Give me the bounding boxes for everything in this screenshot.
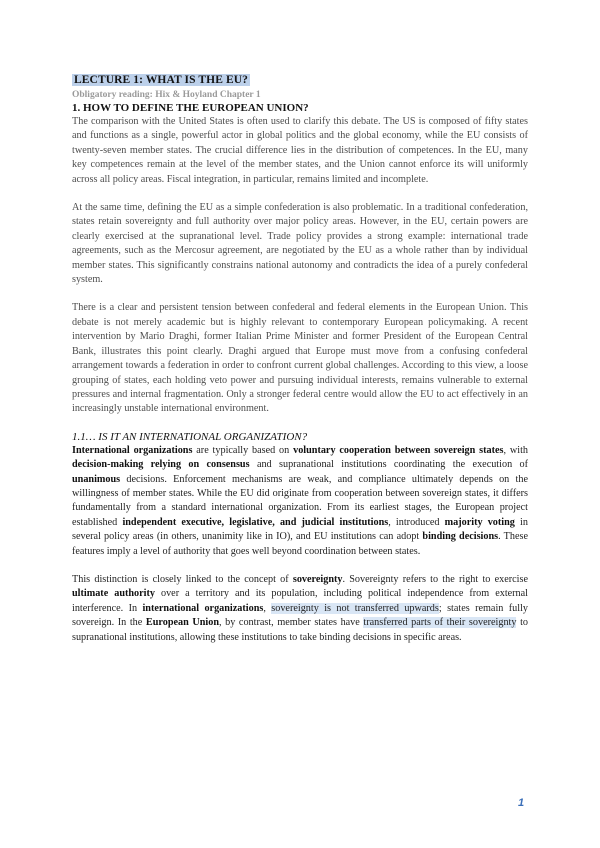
lecture-title: LECTURE 1: WHAT IS THE EU? <box>74 74 248 86</box>
text-run: , <box>263 602 272 614</box>
page-number: 1 <box>518 797 525 809</box>
text-run: decisions. Enforcement mechanisms are weak, and compliance ultimately depends on the willingness of member states. While the EU did originate from cooperation between sovereign states, it differs fundamentally from a standard international organization. From its earliest stages, the European project established <box>72 473 528 528</box>
text-run: to supranational institutions, allowing these institutions to take binding decisions in specific areas. <box>72 617 529 643</box>
text-run: over a territory and its population, including political independence from external interference. In <box>72 588 529 614</box>
text-run: . These features imply a level of authority that goes well beyond coordination between states. <box>72 531 529 557</box>
term-international-organizations-2: international organizations <box>142 602 264 614</box>
term-majority-voting: majority voting <box>444 516 515 528</box>
section-heading: 1. HOW TO DEFINE THE EUROPEAN UNION? <box>72 102 309 114</box>
text-run: This distinction is closely linked to the concept of <box>72 573 293 585</box>
document-page <box>72 70 528 659</box>
term-binding-decisions: binding decisions <box>422 531 499 543</box>
text-run: . Sovereignty refers to the right to exercise <box>342 573 528 585</box>
subsection-heading: 1.1… IS IT AN INTERNATIONAL ORGANIZATION? <box>72 430 308 443</box>
text-run: in several policy areas (in others, unanimity like in IO), and EU institutions can adopt <box>72 516 528 543</box>
text-run: , by contrast, member states have <box>218 617 364 629</box>
paragraph-2: At the same time, defining the EU as a simple confederation is also problematic. In a traditional confederation, states retain sovereignty and full authority over major policy areas. However, in the EU, certain powers are clearly exercised at the supranational level. Trade policy provides a strong example: international trade agreements, such as the Mercosur agreement, are negotiated by the EU as a whole rather than by individual member states. This significantly constrains national autonomy and contradicts the idea of a purely confederal system. <box>72 202 528 286</box>
highlight-transferred-parts: transferred parts of their sovereignty <box>363 617 517 629</box>
term-international-organizations: International organizations <box>72 444 193 456</box>
term-sovereignty: sovereignty <box>292 573 343 585</box>
term-ultimate-authority: ultimate authority <box>72 588 155 600</box>
term-independent-institutions: independent executive, legislative, and judicial institutions <box>122 516 389 528</box>
text-run: , with <box>503 444 528 456</box>
term-european-union: European Union <box>145 617 219 629</box>
obligatory-reading: Obligatory reading: Hix & Hoyland Chapter 1 <box>72 90 261 100</box>
term-unanimous: unanimous <box>72 473 121 485</box>
paragraph-1: The comparison with the United States is often used to clarify this debate. The US is composed of fifty states and functions as a single, powerful actor in global politics and the global economy, while the EU consists of twenty-seven member states. The crucial difference lies in the distribution of competences. In the EU, many key competences remain at the level of the member states, and the Union cannot enforce its will uniformly across all policy areas. Fiscal integration, in particular, remains limited and incomplete. <box>72 116 528 185</box>
text-run: , introduced <box>388 516 445 528</box>
text-run: and supranational institutions coordinating the execution of <box>249 459 529 471</box>
term-consensus: decision-making relying on consensus <box>72 459 250 471</box>
text-run: are typically based on <box>192 444 294 456</box>
paragraph-3: There is a clear and persistent tension between confederal and federal elements in the European Union. This debate is not merely academic but is highly relevant to contemporary European policymaking. A recent intervention by Mario Draghi, former Italian Prime Minister and former President of the European Central Bank, illustrates this point clearly. Draghi argued that Europe must move from a confusing confederal arrangement towards a federation in order to confront current global challenges. According to this view, a loose grouping of states, each holding veto power and pursuing individual interests, remains vulnerable to external pressures and internal fragmentation. Only a stronger federal centre would allow the EU to act effectively in an increasingly unstable international environment. <box>72 302 528 415</box>
highlight-not-transferred: sovereignty is not transferred upwards <box>271 602 439 614</box>
paragraph-5 <box>72 573 528 645</box>
text-run: ; states remain fully sovereign. In the <box>72 602 529 629</box>
term-voluntary-cooperation: voluntary cooperation between sovereign states <box>293 444 504 456</box>
paragraph-4 <box>72 444 528 559</box>
